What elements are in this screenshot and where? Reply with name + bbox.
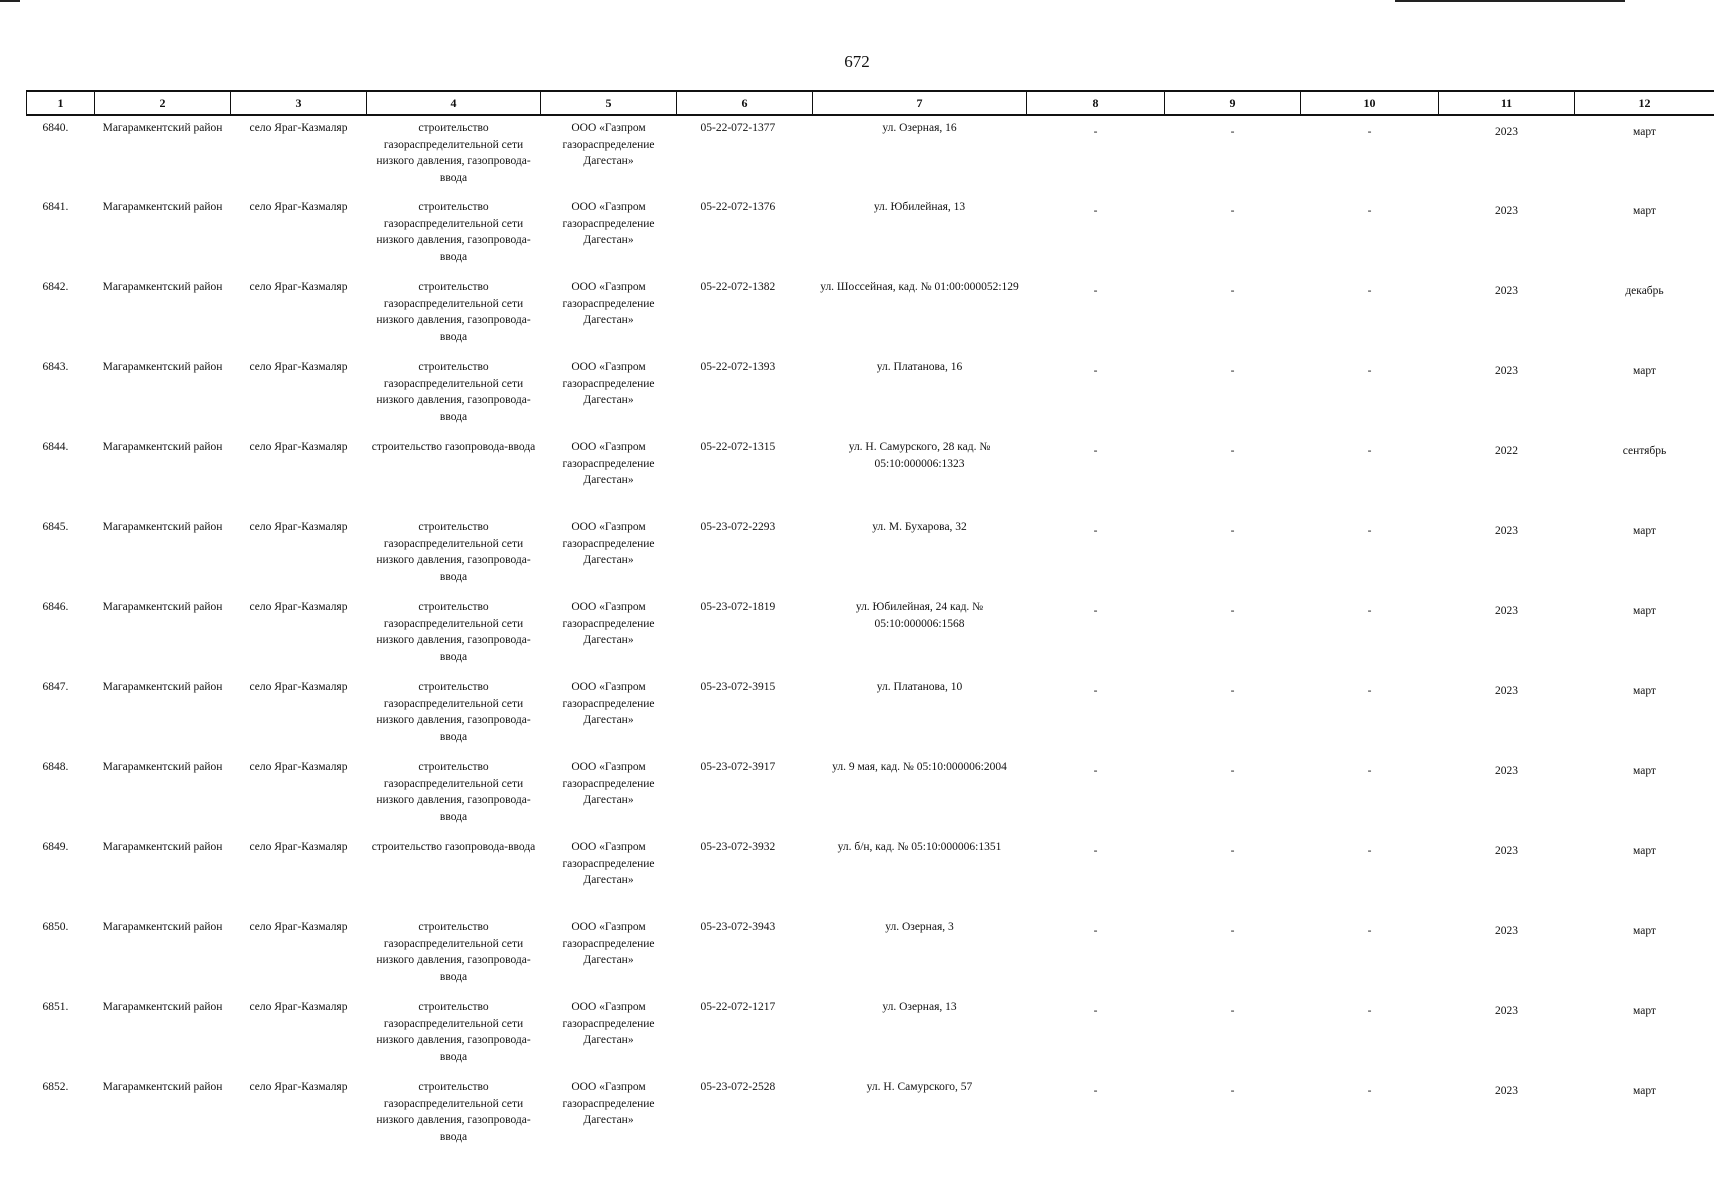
settlement-cell: село Яраг-Казмаляр xyxy=(249,441,348,453)
month-cell: март xyxy=(1633,685,1656,697)
application-code-cell: 05-23-072-2293 xyxy=(700,521,776,533)
year-cell: 2023 xyxy=(1495,285,1518,297)
work-type-cell: строительство газораспределительной сети низкого давления, газопровода-ввода xyxy=(376,601,531,663)
month-cell: декабрь xyxy=(1625,285,1664,297)
settlement-cell: село Яраг-Казмаляр xyxy=(249,601,348,613)
district-cell: Магарамкентский район xyxy=(102,361,223,373)
work-type-cell: строительство газопровода-ввода xyxy=(371,841,536,853)
month-cell: сентябрь xyxy=(1622,445,1667,457)
year-cell: 2023 xyxy=(1495,605,1518,617)
district-cell: Магарамкентский район xyxy=(102,521,223,533)
address-cell: ул. Н. Самурского, 28 кад. № 05:10:000006:1323 xyxy=(848,441,991,470)
column-9-cell: - xyxy=(1230,685,1235,697)
application-code-cell: 05-22-072-1315 xyxy=(700,441,776,453)
organization-cell: ООО «Газпром газораспределение Дагестан» xyxy=(562,601,655,646)
column-9-cell: - xyxy=(1230,285,1235,297)
application-code-cell: 05-22-072-1393 xyxy=(700,361,776,373)
column-10-cell: - xyxy=(1367,685,1372,697)
work-type-cell: строительство газопровода-ввода xyxy=(371,441,536,453)
address-cell: ул. Шоссейная, кад. № 01:00:000052:129 xyxy=(820,281,1019,293)
year-cell: 2023 xyxy=(1495,205,1518,217)
column-9-cell: - xyxy=(1230,765,1235,777)
month-cell: март xyxy=(1633,765,1656,777)
column-8-cell: - xyxy=(1093,445,1098,457)
column-9-cell: - xyxy=(1230,445,1235,457)
row-number: 6841. xyxy=(42,201,69,213)
year-cell: 2023 xyxy=(1495,1085,1518,1097)
application-code-cell: 05-23-072-3915 xyxy=(700,681,776,693)
organization-cell: ООО «Газпром газораспределение Дагестан» xyxy=(562,1001,655,1046)
table-row xyxy=(27,435,1714,515)
column-header: 5 xyxy=(541,91,677,115)
work-type-cell: строительство газораспределительной сети низкого давления, газопровода-ввода xyxy=(376,681,531,743)
application-code-cell: 05-22-072-1377 xyxy=(700,122,776,134)
column-header: 11 xyxy=(1439,91,1575,115)
page-number: 672 xyxy=(844,52,870,71)
organization-cell: ООО «Газпром газораспределение Дагестан» xyxy=(562,281,655,326)
column-number-header-row xyxy=(27,91,1714,115)
column-8-cell: - xyxy=(1093,285,1098,297)
column-8-cell: - xyxy=(1093,126,1098,138)
column-9-cell: - xyxy=(1230,1085,1235,1097)
settlement-cell: село Яраг-Казмаляр xyxy=(249,921,348,933)
month-cell: март xyxy=(1633,126,1656,138)
column-9-cell: - xyxy=(1230,925,1235,937)
year-cell: 2023 xyxy=(1495,1005,1518,1017)
register-table-wrapper xyxy=(26,90,1714,1155)
column-8-cell: - xyxy=(1093,1005,1098,1017)
column-8-cell: - xyxy=(1093,605,1098,617)
row-number: 6846. xyxy=(42,601,69,613)
organization-cell: ООО «Газпром газораспределение Дагестан» xyxy=(562,361,655,406)
organization-cell: ООО «Газпром газораспределение Дагестан» xyxy=(562,841,655,886)
row-number: 6852. xyxy=(42,1081,69,1093)
column-header: 2 xyxy=(95,91,231,115)
district-cell: Магарамкентский район xyxy=(102,601,223,613)
district-cell: Магарамкентский район xyxy=(102,281,223,293)
district-cell: Магарамкентский район xyxy=(102,1081,223,1093)
table-row xyxy=(27,275,1714,355)
month-cell: март xyxy=(1633,605,1656,617)
work-type-cell: строительство газораспределительной сети низкого давления, газопровода-ввода xyxy=(376,921,531,983)
district-cell: Магарамкентский район xyxy=(102,681,223,693)
address-cell: ул. Озерная, 16 xyxy=(882,122,957,134)
year-cell: 2022 xyxy=(1495,445,1518,457)
organization-cell: ООО «Газпром газораспределение Дагестан» xyxy=(562,1081,655,1126)
month-cell: март xyxy=(1633,845,1656,857)
district-cell: Магарамкентский район xyxy=(102,1001,223,1013)
application-code-cell: 05-23-072-3917 xyxy=(700,761,776,773)
year-cell: 2023 xyxy=(1495,925,1518,937)
row-number: 6850. xyxy=(42,921,69,933)
column-9-cell: - xyxy=(1230,605,1235,617)
column-8-cell: - xyxy=(1093,685,1098,697)
work-type-cell: строительство газораспределительной сети низкого давления, газопровода-ввода xyxy=(376,521,531,583)
address-cell: ул. Озерная, 13 xyxy=(882,1001,957,1013)
settlement-cell: село Яраг-Казмаляр xyxy=(249,841,348,853)
district-cell: Магарамкентский район xyxy=(102,841,223,853)
column-9-cell: - xyxy=(1230,845,1235,857)
month-cell: март xyxy=(1633,1085,1656,1097)
column-10-cell: - xyxy=(1367,365,1372,377)
table-row xyxy=(27,915,1714,995)
row-number: 6842. xyxy=(42,281,69,293)
settlement-cell: село Яраг-Казмаляр xyxy=(249,361,348,373)
month-cell: март xyxy=(1633,525,1656,537)
settlement-cell: село Яраг-Казмаляр xyxy=(249,521,348,533)
row-number: 6843. xyxy=(42,361,69,373)
column-8-cell: - xyxy=(1093,845,1098,857)
column-9-cell: - xyxy=(1230,525,1235,537)
column-9-cell: - xyxy=(1230,126,1235,138)
application-code-cell: 05-22-072-1376 xyxy=(700,201,776,213)
register-body xyxy=(27,115,1714,1155)
table-row xyxy=(27,515,1714,595)
table-row xyxy=(27,1075,1714,1155)
application-code-cell: 05-23-072-1819 xyxy=(700,601,776,613)
year-cell: 2023 xyxy=(1495,765,1518,777)
column-9-cell: - xyxy=(1230,205,1235,217)
address-cell: ул. Озерная, 3 xyxy=(885,921,954,933)
settlement-cell: село Яраг-Казмаляр xyxy=(249,201,348,213)
scan-edge-mark xyxy=(0,0,20,2)
address-cell: ул. Юбилейная, 13 xyxy=(873,201,966,213)
district-cell: Магарамкентский район xyxy=(102,441,223,453)
year-cell: 2023 xyxy=(1495,685,1518,697)
settlement-cell: село Яраг-Казмаляр xyxy=(249,1081,348,1093)
column-8-cell: - xyxy=(1093,205,1098,217)
column-10-cell: - xyxy=(1367,126,1372,138)
work-type-cell: строительство газораспределительной сети низкого давления, газопровода-ввода xyxy=(376,201,531,263)
table-row xyxy=(27,115,1714,195)
month-cell: март xyxy=(1633,205,1656,217)
organization-cell: ООО «Газпром газораспределение Дагестан» xyxy=(562,201,655,246)
column-10-cell: - xyxy=(1367,605,1372,617)
gas-construction-register-table xyxy=(26,90,1714,1155)
work-type-cell: строительство газораспределительной сети низкого давления, газопровода-ввода xyxy=(376,122,531,184)
row-number: 6840. xyxy=(42,122,69,134)
address-cell: ул. б/н, кад. № 05:10:000006:1351 xyxy=(837,841,1002,853)
work-type-cell: строительство газораспределительной сети низкого давления, газопровода-ввода xyxy=(376,761,531,823)
column-header: 6 xyxy=(677,91,813,115)
year-cell: 2023 xyxy=(1495,525,1518,537)
column-10-cell: - xyxy=(1367,925,1372,937)
column-header: 3 xyxy=(231,91,367,115)
address-cell: ул. Н. Самурского, 57 xyxy=(866,1081,973,1093)
row-number: 6851. xyxy=(42,1001,69,1013)
organization-cell: ООО «Газпром газораспределение Дагестан» xyxy=(562,521,655,566)
column-8-cell: - xyxy=(1093,765,1098,777)
settlement-cell: село Яраг-Казмаляр xyxy=(249,761,348,773)
district-cell: Магарамкентский район xyxy=(102,122,223,134)
column-10-cell: - xyxy=(1367,525,1372,537)
table-row xyxy=(27,755,1714,835)
table-row xyxy=(27,995,1714,1075)
column-10-cell: - xyxy=(1367,765,1372,777)
settlement-cell: село Яраг-Казмаляр xyxy=(249,281,348,293)
address-cell: ул. 9 мая, кад. № 05:10:000006:2004 xyxy=(832,761,1007,773)
work-type-cell: строительство газораспределительной сети низкого давления, газопровода-ввода xyxy=(376,1001,531,1063)
column-header: 9 xyxy=(1165,91,1301,115)
column-8-cell: - xyxy=(1093,365,1098,377)
year-cell: 2023 xyxy=(1495,845,1518,857)
column-10-cell: - xyxy=(1367,1085,1372,1097)
row-number: 6844. xyxy=(42,441,69,453)
organization-cell: ООО «Газпром газораспределение Дагестан» xyxy=(562,921,655,966)
column-10-cell: - xyxy=(1367,445,1372,457)
district-cell: Магарамкентский район xyxy=(102,761,223,773)
column-10-cell: - xyxy=(1367,845,1372,857)
column-8-cell: - xyxy=(1093,925,1098,937)
month-cell: март xyxy=(1633,925,1656,937)
table-row xyxy=(27,195,1714,275)
month-cell: март xyxy=(1633,365,1656,377)
address-cell: ул. Платанова, 10 xyxy=(876,681,963,693)
column-10-cell: - xyxy=(1367,1005,1372,1017)
organization-cell: ООО «Газпром газораспределение Дагестан» xyxy=(562,761,655,806)
column-10-cell: - xyxy=(1367,205,1372,217)
district-cell: Магарамкентский район xyxy=(102,201,223,213)
address-cell: ул. Юбилейная, 24 кад. № 05:10:000006:1568 xyxy=(855,601,984,630)
year-cell: 2023 xyxy=(1495,126,1518,138)
work-type-cell: строительство газораспределительной сети низкого давления, газопровода-ввода xyxy=(376,1081,531,1143)
table-row xyxy=(27,835,1714,915)
row-number: 6847. xyxy=(42,681,69,693)
district-cell: Магарамкентский район xyxy=(102,921,223,933)
column-9-cell: - xyxy=(1230,365,1235,377)
row-number: 6848. xyxy=(42,761,69,773)
organization-cell: ООО «Газпром газораспределение Дагестан» xyxy=(562,681,655,726)
settlement-cell: село Яраг-Казмаляр xyxy=(249,681,348,693)
scan-edge-mark xyxy=(1395,0,1625,2)
application-code-cell: 05-22-072-1217 xyxy=(700,1001,776,1013)
work-type-cell: строительство газораспределительной сети низкого давления, газопровода-ввода xyxy=(376,361,531,423)
month-cell: март xyxy=(1633,1005,1656,1017)
application-code-cell: 05-23-072-3943 xyxy=(700,921,776,933)
application-code-cell: 05-23-072-3932 xyxy=(700,841,776,853)
row-number: 6849. xyxy=(42,841,69,853)
settlement-cell: село Яраг-Казмаляр xyxy=(249,122,348,134)
column-header: 8 xyxy=(1027,91,1165,115)
table-row xyxy=(27,355,1714,435)
work-type-cell: строительство газораспределительной сети низкого давления, газопровода-ввода xyxy=(376,281,531,343)
year-cell: 2023 xyxy=(1495,365,1518,377)
column-header: 7 xyxy=(813,91,1027,115)
row-number: 6845. xyxy=(42,521,69,533)
application-code-cell: 05-23-072-2528 xyxy=(700,1081,776,1093)
column-8-cell: - xyxy=(1093,1085,1098,1097)
column-8-cell: - xyxy=(1093,525,1098,537)
column-header: 10 xyxy=(1301,91,1439,115)
application-code-cell: 05-22-072-1382 xyxy=(700,281,776,293)
address-cell: ул. М. Бухарова, 32 xyxy=(872,521,967,533)
column-10-cell: - xyxy=(1367,285,1372,297)
column-9-cell: - xyxy=(1230,1005,1235,1017)
organization-cell: ООО «Газпром газораспределение Дагестан» xyxy=(562,441,655,486)
table-row xyxy=(27,675,1714,755)
table-row xyxy=(27,595,1714,675)
column-header: 4 xyxy=(367,91,541,115)
settlement-cell: село Яраг-Казмаляр xyxy=(249,1001,348,1013)
column-header: 12 xyxy=(1575,91,1714,115)
address-cell: ул. Платанова, 16 xyxy=(876,361,963,373)
column-header: 1 xyxy=(27,91,95,115)
organization-cell: ООО «Газпром газораспределение Дагестан» xyxy=(562,122,655,167)
